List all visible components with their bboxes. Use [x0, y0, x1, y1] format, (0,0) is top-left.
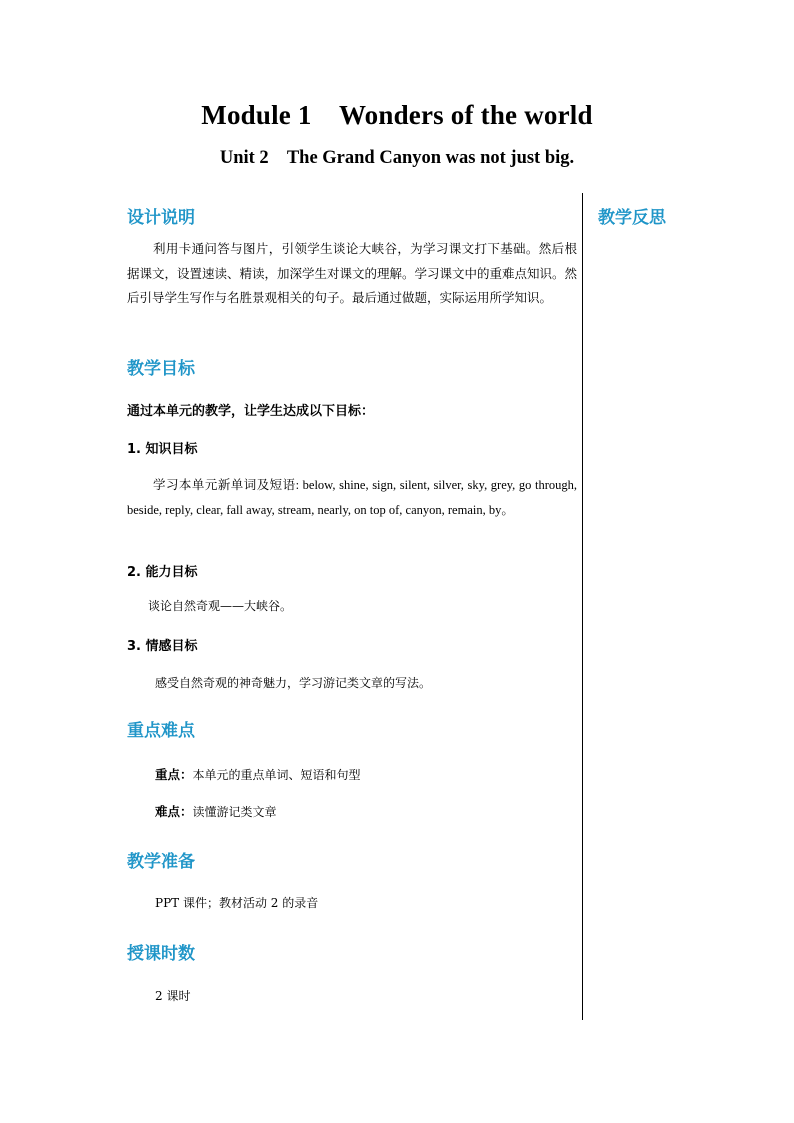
design-text: 利用卡通问答与图片，引领学生谈论大峡谷，为学习课文打下基础。然后根据课文，设置速读、精读，加深学生对课文的理解。学习课文中的重难点知识。然后引导学生写作与名胜景观相关的句子。最后通过做题，实际运用所学知识。	[127, 241, 578, 305]
emotion-heading: 3. 情感目标	[127, 639, 198, 654]
hours-text: 2 课时	[155, 989, 191, 1003]
page-subtitle: Unit 2 The Grand Canyon was not just big.	[219, 148, 575, 168]
knowledge-text: 学习本单元新单词及短语: below, shine, sign, silent, silver, sky, grey, go through, beside, reply, clear, fall away, stream, nearly, on top of, canyon, remain, by。	[127, 478, 577, 517]
preparation-text: PPT 课件；教材活动 2 的录音	[155, 896, 319, 910]
design-heading: 设计说明	[127, 208, 195, 228]
preparation-heading: 教学准备	[127, 852, 195, 872]
difficult-point-row	[155, 802, 277, 820]
objectives-lead: 通过本单元的教学，让学生达成以下目标：	[127, 404, 375, 419]
emotion-text: 感受自然奇观的神奇魅力，学习游记类文章的写法。	[155, 676, 432, 690]
ability-heading: 2. 能力目标	[127, 565, 198, 580]
key-text: 本单元的重点单词、短语和句型	[192, 768, 361, 782]
reflection-heading: 教学反思	[598, 208, 666, 228]
hours-heading: 授课时数	[127, 944, 195, 964]
key-point-row	[155, 765, 361, 783]
page-title: Module 1 Wonders of the world	[201, 100, 593, 130]
difficult-label: 难点：	[155, 804, 193, 819]
knowledge-heading: 1. 知识目标	[127, 442, 198, 457]
objectives-heading: 教学目标	[127, 359, 195, 379]
key-label: 重点：	[155, 767, 193, 782]
ability-text: 谈论自然奇观——大峡谷。	[148, 599, 293, 613]
key-points-heading: 重点难点	[127, 721, 195, 741]
difficult-text: 读懂游记类文章	[192, 805, 277, 819]
column-divider	[582, 193, 583, 1020]
